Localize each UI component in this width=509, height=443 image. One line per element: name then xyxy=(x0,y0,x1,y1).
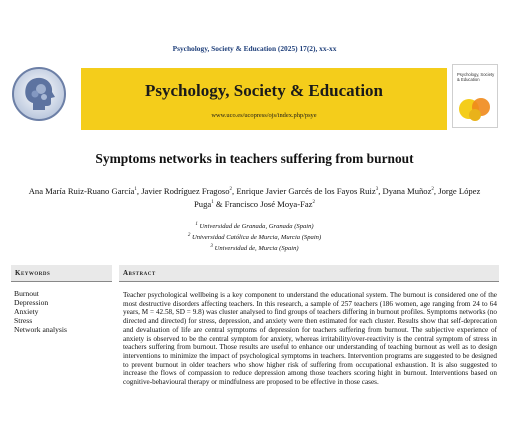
article-title: Symptoms networks in teachers suffering from burnout xyxy=(95,151,414,166)
journal-reference: Psychology, Society & Education (2025) 17(2), xx-xx xyxy=(172,44,337,53)
cover-title: Psychology, Society & Education xyxy=(457,72,495,82)
author: Ana María Ruiz-Ruano García$^1$, xyxy=(28,185,142,196)
affiliation: $^3$ Universidad de, Murcia (Spain) xyxy=(210,243,299,252)
author-list xyxy=(20,184,489,211)
keywords-section xyxy=(11,265,112,335)
affiliation: $^1$ Universidad de Granada, Granada (Spain) xyxy=(195,222,314,231)
keyword-item: Depression xyxy=(14,297,49,307)
cover-art-icon xyxy=(457,95,495,128)
keywords-rule xyxy=(11,281,112,282)
affiliation: $^2$ Universidad Católica de Murcia, Murcia (Spain) xyxy=(187,232,322,241)
keyword-item: Anxiety xyxy=(14,306,39,316)
affiliation-list xyxy=(0,221,509,253)
abstract-section xyxy=(119,265,499,387)
author: Jorge López Puga$^1$ & xyxy=(194,185,481,210)
keyword-list xyxy=(11,290,112,335)
journal-title-band xyxy=(81,68,447,130)
author: Enrique Javier Garcés de los Fayos Ruiz$^3$, xyxy=(236,185,383,196)
keywords-heading: Keywords xyxy=(11,265,112,281)
author: Dyana Muñoz$^2$, xyxy=(382,185,439,196)
author: Francisco José Moya-Faz$^2$ xyxy=(224,199,315,210)
journal-url[interactable]: www.uco.es/ucopress/ojs/index.php/psye xyxy=(211,112,317,119)
abstract-rule xyxy=(119,281,499,282)
journal-title: Psychology, Society & Education xyxy=(144,81,383,100)
author: Javier Rodríguez Fragoso$^2$, xyxy=(141,185,237,196)
keyword-item: Burnout xyxy=(14,289,39,298)
keyword-item: Network analysis xyxy=(14,324,67,334)
abstract-text: Teacher psychological wellbeing is a key component to understand the educational system. The burnout is considered one of the most destructive disorders affecting teachers. In this research, a sample of 257 teachers (186 women, age ranging from 24 to 64 years, M = 42.58, SD = 9.8) was cluster analysed to find groups of teachers differing in burnout profiles. Symptoms networks (no directed and directed) for stress, depression, and anxiety were then estimated for each cluster. Results show that self-deprecation and devaluation of life are central symptoms of depression for teachers suffering from burnout. The subjective experience of anxiety is observed to be the central symptom for anxiety, whereas irritability/over-reactivity is the central symptom of stress in teachers suffering from burnout. Those results are useful to enhance our understanding of teaching burnout as well as to design interventions to minimize the impact of psychological symptoms in teachers. Intervention programs are suggested to be designed to prevent burnout in older teachers who show higher risk of suffering from occupational exhaustion. It is also suggested to increase the flows of compassion to reduce depression among those teachers scoring hight in burnout. Interventions based on cognitive-behavioural therapy or mindfulness are proposed to be effective in those cases. xyxy=(123,291,497,387)
journal-banner xyxy=(11,60,498,134)
head-profile-icon xyxy=(11,66,67,122)
abstract-heading: Abstract xyxy=(119,265,499,281)
keyword-item: Stress xyxy=(14,315,33,325)
journal-cover-thumbnail xyxy=(452,64,498,128)
